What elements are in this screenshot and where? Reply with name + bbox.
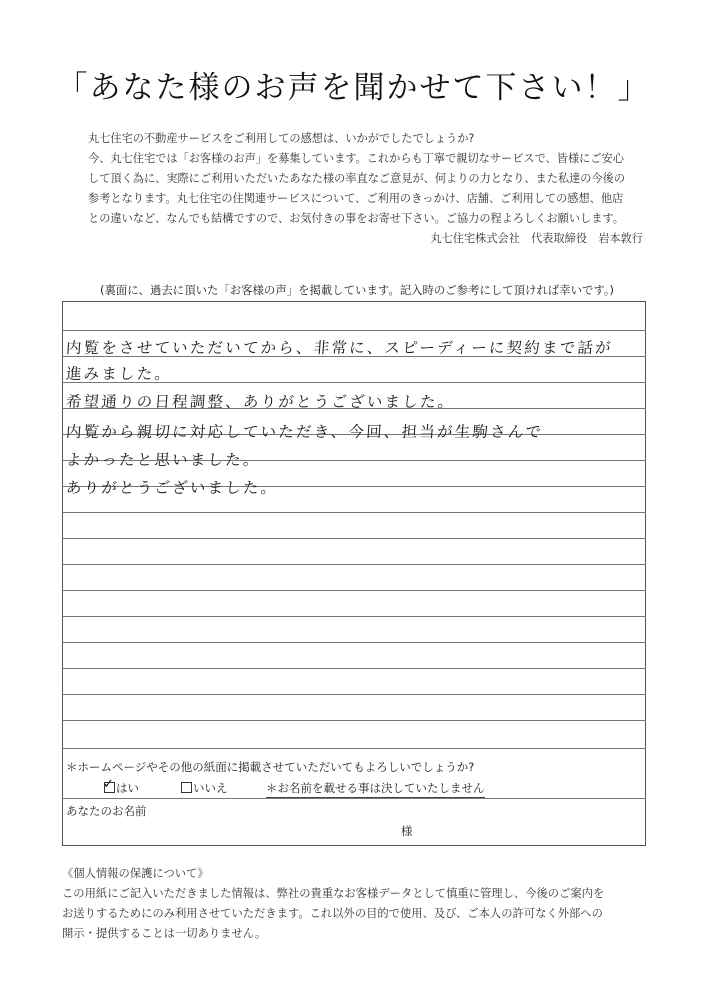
- intro-text: [88, 129, 643, 249]
- comment-line: 内覧をさせていただいてから、非常に、スピーディーに契約まで話が: [65, 339, 614, 357]
- writing-line: [62, 668, 646, 669]
- writing-line: [62, 694, 646, 695]
- intro-line: 参考となります。丸七住宅の住関連サービスについて、ご利用のきっかけ、店舗、ご利用しての感想、他店: [88, 192, 624, 205]
- writing-line: [62, 642, 646, 643]
- consent-yes-option[interactable]: [103, 777, 139, 796]
- company-signature: 丸七住宅株式会社 代表取締役 岩本敦行: [430, 232, 643, 245]
- comment-line: 進みました。: [65, 365, 173, 383]
- writing-line: [62, 720, 646, 721]
- writing-line: [62, 538, 646, 539]
- comment-line: 内覧から親切に対応していただき、今回、担当が生駒さんで: [65, 423, 544, 441]
- name-privacy-note: ＊お名前を載せる事は決していたしません: [266, 780, 485, 798]
- consent-no-option[interactable]: [181, 780, 228, 796]
- name-honorific: 様: [401, 824, 413, 838]
- privacy-line: この用紙にご記入いただきました情報は、弊社の貴重なお客様データとして慎重に管理し、今後のご案内を: [62, 887, 605, 900]
- writing-line: [62, 748, 646, 749]
- privacy-section: [62, 864, 662, 944]
- writing-line: [62, 616, 646, 617]
- comment-line: ありがとうございました。: [65, 479, 279, 497]
- yes-label: はい: [116, 781, 139, 795]
- yes-checkbox[interactable]: [103, 777, 115, 793]
- intro-line: して頂く為に、実際にご利用いただいたあなた様の率直なご意見が、何よりの力となり、また私達の今後の: [88, 172, 626, 185]
- page-title: 「あなた様のお声を聞かせて下さい！」: [56, 70, 651, 106]
- name-field-label: あなたのお名前: [66, 804, 147, 818]
- privacy-line: 開示・提供することは一切ありません。: [62, 927, 267, 940]
- privacy-line: お送りするためにのみ利用させていただきます。これ以外の目的で使用、及び、ご本人の許可なく外部への: [62, 907, 603, 920]
- comment-line: 希望通りの日程調整、ありがとうございました。: [65, 393, 456, 411]
- intro-line: との違いなど、なんでも結構ですので、お気付きの事をお寄せ下さい。ご協力の程よろしくお願いします。: [88, 212, 624, 225]
- comment-line: よかったと思いました。: [65, 451, 262, 469]
- writing-line: [62, 564, 646, 565]
- no-checkbox[interactable]: [181, 782, 192, 793]
- section-divider: [62, 798, 646, 799]
- reference-notice: (裏面に、過去に頂いた「お客様の声」を掲載しています。記入時のご参考にして頂ければ幸いです。): [100, 283, 614, 297]
- no-label: いいえ: [193, 781, 228, 795]
- intro-line: 今、丸七住宅では「お客様のお声」を募集しています。これからも丁寧で親切なサービスで、皆様にご安心: [88, 152, 624, 165]
- check-icon: ✓: [103, 777, 114, 792]
- writing-line: [62, 512, 646, 513]
- privacy-heading: 《個人情報の保護について》: [62, 867, 209, 880]
- writing-line: [62, 590, 646, 591]
- writing-line: [62, 330, 646, 331]
- intro-line: 丸七住宅の不動産サービスをご利用しての感想は、いかがでしたでしょうか?: [88, 132, 475, 145]
- publish-consent-question: ＊ホームページやその他の紙面に掲載させていただいてもよろしいでしょうか?: [66, 760, 475, 774]
